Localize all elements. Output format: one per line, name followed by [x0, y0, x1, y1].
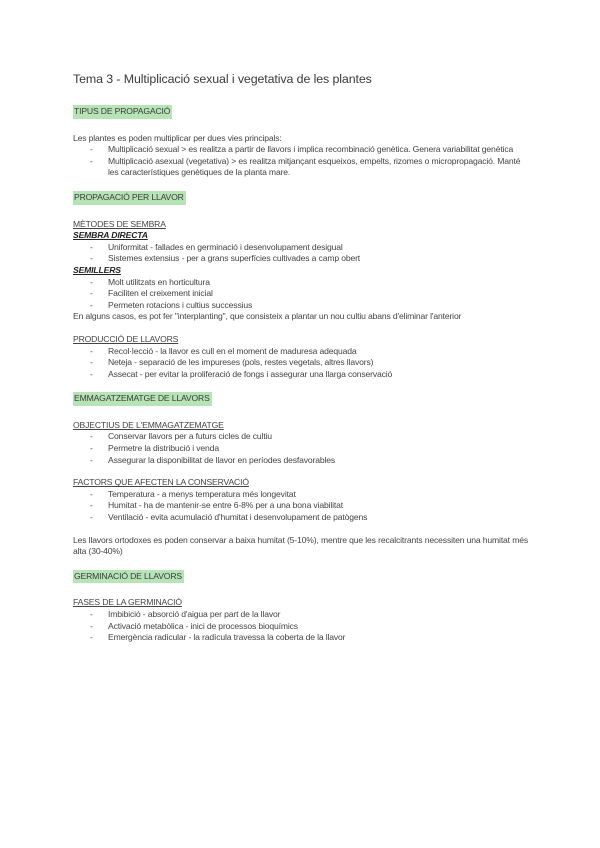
paragraph-intro: Les plantes es poden multiplicar per dues vies principals:	[73, 132, 282, 143]
list-item: - Faciliten el creixement inicial	[108, 288, 528, 300]
list-item: - Conservar llavors per a futurs cicles de cultiu	[108, 431, 528, 443]
list-item: - Assegurar la disponibilitat de llavor en períodes desfavorables	[108, 455, 528, 467]
section-heading-germinacio: GERMINACIÓ DE LLAVORS	[73, 570, 184, 584]
subheading-factors: FACTORS QUE AFECTEN LA CONSERVACIÓ	[73, 477, 249, 488]
paragraph-interplanting: En alguns casos, es pot fer "interplanting", que consisteix a plantar un nou cultiu abans d'eliminar l'anterior	[73, 311, 462, 322]
subheading-sembra-directa: SEMBRA DIRECTA	[73, 230, 148, 241]
semillers-list	[73, 277, 528, 312]
list-item: - Emergència radicular - la radícula travessa la coberta de la llavor	[108, 632, 528, 644]
objectius-list	[73, 431, 528, 466]
list-item: - Imbibició - absorció d'aigua per part de la llavor	[108, 609, 528, 621]
produccio-list	[73, 346, 528, 381]
list-item: - Permeten rotacions i cultius successius	[108, 300, 528, 312]
list-item: - Multiplicació sexual > es realitza a partir de llavors i implica recombinació genètica. Genera variabilitat genètica	[108, 144, 528, 156]
list-item: - Temperatura - a menys temperatura més longevitat	[108, 489, 528, 501]
paragraph-ortodoxes: Les llavors ortodoxes es poden conservar a baixa humitat (5-10%), mentre que les recalcitrants necessiten una humitat més alta (30-40%)	[73, 534, 528, 557]
list-item: - Humitat - ha de mantenir-se entre 6-8% per a una bona viabilitat	[108, 500, 528, 512]
list-item: - Molt utilitzats en horticultura	[108, 277, 528, 289]
subheading-metodes: MÈTODES DE SEMBRA	[73, 218, 166, 229]
document-title: Tema 3 - Multiplicació sexual i vegetativa de les plantes	[73, 72, 372, 86]
list-item: - Activació metabòlica - inici de processos bioquímics	[108, 621, 528, 633]
sembra-list	[73, 242, 528, 265]
subheading-semillers: SEMILLERS	[73, 264, 121, 275]
subheading-produccio: PRODUCCIÓ DE LLAVORS	[73, 333, 179, 344]
fases-list	[73, 609, 528, 644]
document-content	[73, 72, 528, 644]
list-item: - Uniformitat - fallades en germinació i desenvolupament desigual	[108, 242, 528, 254]
list-item: - Ventilació - evita acumulació d'humitat i desenvolupament de patògens	[108, 512, 528, 524]
list-item: - Neteja - separació de les impureses (pols, restes vegetals, altres llavors)	[108, 357, 528, 369]
list-item: - Recol·lecció - la llavor es cull en el moment de maduresa adequada	[108, 346, 528, 358]
list-item: - Assecat - per evitar la proliferació de fongs i assegurar una llarga conservació	[108, 369, 528, 381]
section-heading-propagacio: PROPAGACIÓ PER LLAVOR	[73, 191, 186, 205]
subheading-fases: FASES DE LA GERMINACIÓ	[73, 597, 182, 608]
factors-list	[73, 489, 528, 524]
section-heading-tipus: TIPUS DE PROPAGACIÓ	[73, 105, 172, 119]
list-item: - Multiplicació asexual (vegetativa) > es realitza mitjançant esqueixos, empelts, rizomes o micropropagació. Manté les característiques genètiques de la planta mare.	[108, 156, 528, 179]
propagation-list	[73, 144, 528, 179]
list-item: - Sistemes extensius - per a grans superfícies cultivades a camp obert	[108, 253, 528, 265]
list-item: - Permetre la distribució i venda	[108, 443, 528, 455]
subheading-objectius: OBJECTIUS DE L'EMMAGATZEMATGE	[73, 419, 224, 430]
section-heading-emmagatzematge: EMMAGATZEMATGE DE LLAVORS	[73, 392, 212, 406]
